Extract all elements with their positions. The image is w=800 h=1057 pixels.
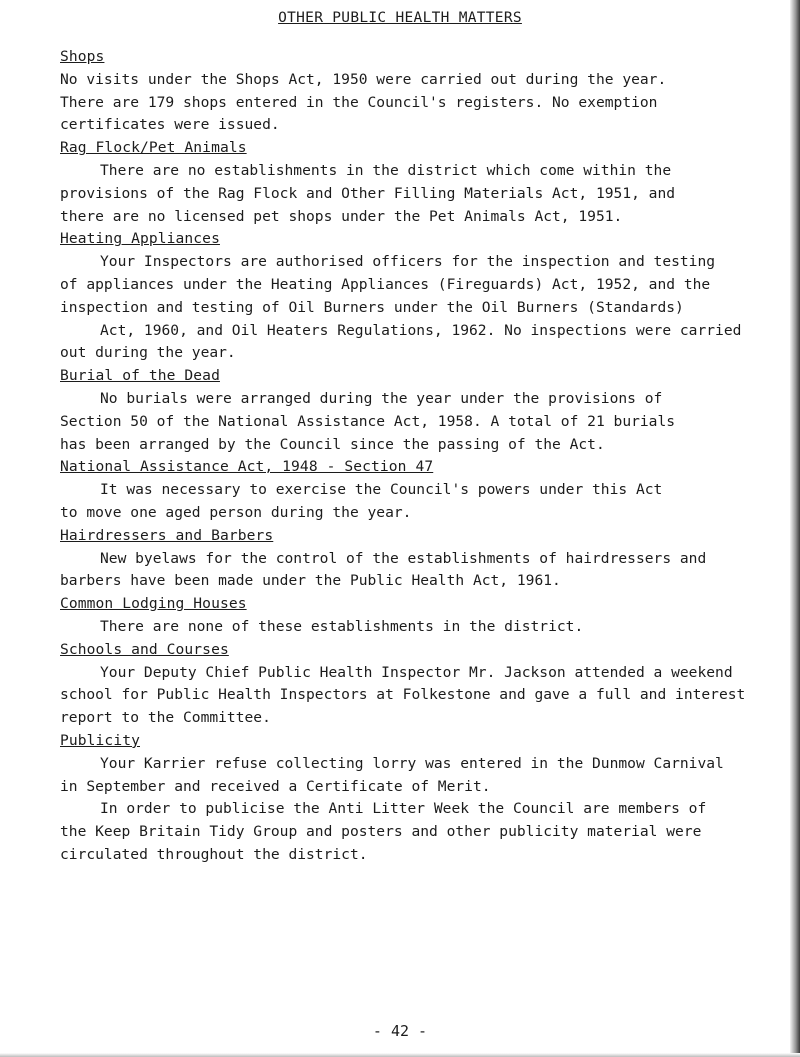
text-line: has been arranged by the Council since the passing of the Act. [60,435,605,453]
section-heading-schools-and-courses: Schools and Courses [60,640,229,658]
text-line: There are 179 shops entered in the Council's registers. No exemption [60,93,658,111]
section-heading-burial-of-the-dead: Burial of the Dead [60,367,220,385]
section-text-burial-of-the-dead [60,388,778,456]
text-line: No visits under the Shops Act, 1950 were carried out during the year. [60,70,667,88]
section-heading-shops: Shops [60,48,105,65]
scan-bottom-edge [0,1053,800,1057]
text-line: certificates were issued. [60,116,280,134]
section-text-heating-appliances [60,251,778,365]
section-heading-publicity: Publicity [60,731,140,749]
section-heading-hairdressers-and-barbers: Hairdressers and Barbers [60,526,274,544]
text-line: There are none of these establishments in the district. [100,617,584,635]
text-line: provisions of the Rag Flock and Other Filling Materials Act, 1951, and [60,184,676,202]
section-heading-rag-flock-pet-animals: Rag Flock/Pet Animals [60,139,247,157]
text-line: Section 50 of the National Assistance Act, 1958. A total of 21 burials [60,412,676,430]
page-header: OTHER PUBLIC HEALTH MATTERS [278,10,522,26]
text-line: inspection and testing of Oil Burners under the Oil Burners (Standards) [60,298,684,316]
text-line: It was necessary to exercise the Council's powers under this Act [100,481,663,499]
text-line: there are no licensed pet shops under the Pet Animals Act, 1951. [60,207,623,225]
text-line: circulated throughout the district. [60,845,368,863]
section-text-rag-flock-pet-animals [60,160,778,228]
text-line: out during the year. [60,344,236,362]
text-line: school for Public Health Inspectors at Folkestone and gave a full and interest [60,686,746,704]
text-line: Your Deputy Chief Public Health Inspector Mr. Jackson attended a weekend [100,663,733,681]
section-heading-national-assistance-act: National Assistance Act, 1948 - Section 47 [60,458,434,476]
text-line: to move one aged person during the year. [60,503,412,521]
text-line: In order to publicise the Anti Litter Week the Council are members of [100,800,707,818]
section-text-hairdressers-and-barbers [60,548,778,594]
text-line: of appliances under the Heating Appliances (Fireguards) Act, 1952, and the [60,275,711,293]
text-line: New byelaws for the control of the establishments of hairdressers and [100,549,707,567]
document-body [60,46,778,867]
text-line: There are no establishments in the district which come within the [100,161,672,179]
text-line: Your Inspectors are authorised officers for the inspection and testing [100,253,716,271]
section-text-common-lodging-houses [60,616,778,639]
section-text-shops [60,69,778,137]
section-text-national-assistance-act [60,479,778,525]
page-number: - 42 - [372,1022,428,1040]
text-line: No burials were arranged during the year under the provisions of [100,389,663,407]
section-text-publicity [60,753,778,867]
section-text-schools-and-courses [60,662,778,730]
text-line: the Keep Britain Tidy Group and posters and other publicity material were [60,823,702,841]
text-line: barbers have been made under the Public Health Act, 1961. [60,572,561,590]
section-heading-common-lodging-houses: Common Lodging Houses [60,595,247,613]
text-line: report to the Committee. [60,709,271,727]
text-line: in September and received a Certificate of Merit. [60,777,491,795]
scan-edge-shadow [790,0,800,1057]
text-line: Your Karrier refuse collecting lorry was entered in the Dunmow Carnival [100,754,724,772]
text-line: Act, 1960, and Oil Heaters Regulations, 1962. No inspections were carried [100,321,742,339]
section-heading-heating-appliances: Heating Appliances [60,230,220,248]
